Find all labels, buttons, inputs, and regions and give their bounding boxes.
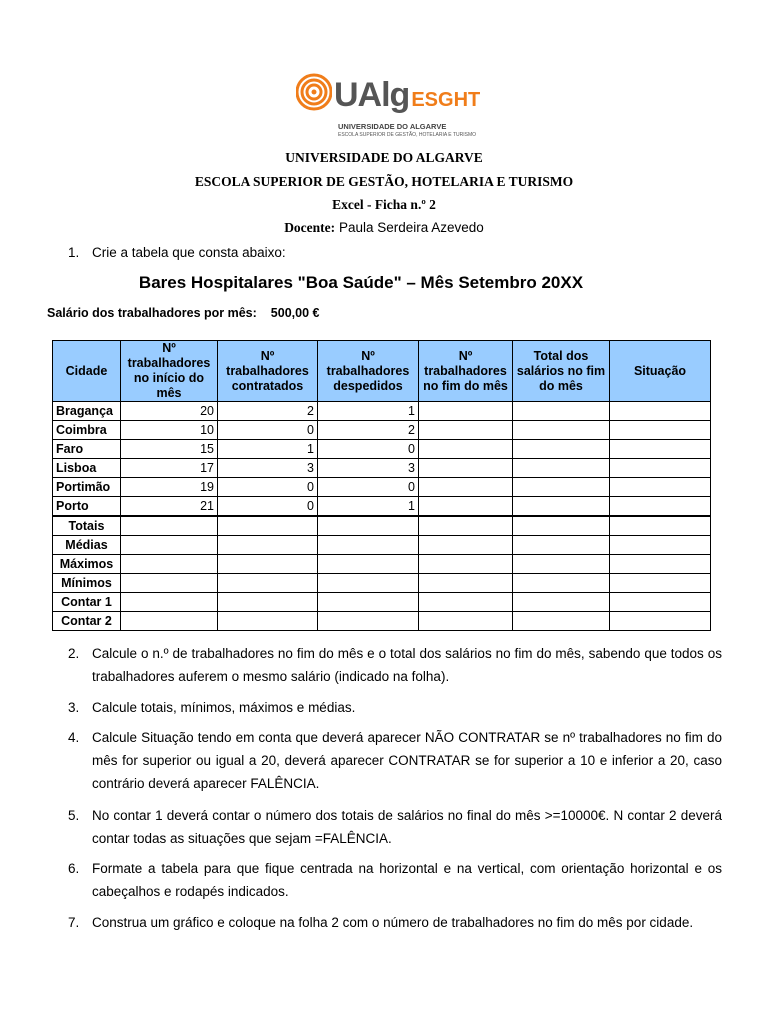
hired-cell: 0 <box>218 478 318 497</box>
empty-cell <box>419 497 513 517</box>
empty-cell <box>318 612 419 631</box>
fired-cell: 0 <box>318 478 419 497</box>
empty-cell <box>318 516 419 536</box>
table-row <box>53 421 711 440</box>
item-number: 6. <box>68 861 80 876</box>
empty-cell <box>218 612 318 631</box>
empty-cell <box>513 440 610 459</box>
city-cell: Porto <box>53 497 121 517</box>
summary-row <box>53 593 711 612</box>
hired-cell: 0 <box>218 497 318 517</box>
fired-cell: 0 <box>318 440 419 459</box>
summary-row <box>53 516 711 536</box>
salary-line <box>47 306 319 320</box>
salary-label: Salário dos trabalhadores por mês: <box>47 306 257 320</box>
empty-cell <box>218 516 318 536</box>
empty-cell <box>218 555 318 574</box>
empty-cell <box>218 536 318 555</box>
empty-cell <box>419 402 513 421</box>
empty-cell <box>513 516 610 536</box>
start-count-cell: 21 <box>121 497 218 517</box>
summary-label: Contar 2 <box>53 612 121 631</box>
logo-subtitle-university: UNIVERSIDADE DO ALGARVE <box>338 122 447 131</box>
empty-cell <box>121 536 218 555</box>
empty-cell <box>610 612 711 631</box>
empty-cell <box>610 402 711 421</box>
item-text: Calcule o n.º de trabalhadores no fim do mês e o total dos salários no fim do mês, sabendo que todos os trabalhadores auferem o mesmo salário (indicado na folha). <box>92 646 722 684</box>
start-count-cell: 17 <box>121 459 218 478</box>
logo-swirl-icon <box>296 70 332 114</box>
item-text: No contar 1 deverá contar o número dos totais de salários no final do mês >=10000€. N contar 2 deverá contar todas as situações que sejam =FALÊNCIA. <box>92 808 722 846</box>
header-situacao: Situação <box>610 341 711 402</box>
logo-wordmark <box>334 76 480 115</box>
empty-cell <box>419 516 513 536</box>
start-count-cell: 15 <box>121 440 218 459</box>
table-row <box>53 478 711 497</box>
empty-cell <box>121 516 218 536</box>
table-row <box>53 459 711 478</box>
empty-cell <box>610 555 711 574</box>
empty-cell <box>419 612 513 631</box>
teacher-name: Paula Serdeira Azevedo <box>338 220 484 235</box>
empty-cell <box>610 440 711 459</box>
summary-label: Contar 1 <box>53 593 121 612</box>
city-cell: Portimão <box>53 478 121 497</box>
empty-cell <box>610 574 711 593</box>
workers-table <box>52 340 711 631</box>
school-heading: ESCOLA SUPERIOR DE GESTÃO, HOTELARIA E TURISMO <box>194 174 574 189</box>
item-number: 1. <box>68 245 80 260</box>
empty-cell <box>121 555 218 574</box>
summary-label: Médias <box>53 536 121 555</box>
item-text: Calcule totais, mínimos, máximos e médias. <box>92 700 356 715</box>
fired-cell: 1 <box>318 402 419 421</box>
empty-cell <box>513 536 610 555</box>
empty-cell <box>610 536 711 555</box>
city-cell: Lisboa <box>53 459 121 478</box>
summary-label: Totais <box>53 516 121 536</box>
start-count-cell: 10 <box>121 421 218 440</box>
empty-cell <box>513 459 610 478</box>
table-row <box>53 402 711 421</box>
fired-cell: 1 <box>318 497 419 517</box>
hired-cell: 3 <box>218 459 318 478</box>
empty-cell <box>513 612 610 631</box>
city-cell: Faro <box>53 440 121 459</box>
teacher-label: Docente: <box>284 220 336 235</box>
empty-cell <box>419 421 513 440</box>
item-number: 4. <box>68 730 80 745</box>
empty-cell <box>419 478 513 497</box>
header-inicio: Nº trabalhadores no início do mês <box>121 341 218 402</box>
empty-cell <box>419 574 513 593</box>
empty-cell <box>318 555 419 574</box>
ualg-esght-logo <box>296 70 481 144</box>
summary-row <box>53 574 711 593</box>
item-number: 7. <box>68 915 80 930</box>
start-count-cell: 20 <box>121 402 218 421</box>
item-text: Crie a tabela que consta abaixo: <box>92 245 286 260</box>
empty-cell <box>419 536 513 555</box>
table-header-row <box>53 341 711 402</box>
hired-cell: 2 <box>218 402 318 421</box>
empty-cell <box>419 459 513 478</box>
table-title: Bares Hospitalares "Boa Saúde" – Mês Setembro 20XX <box>138 273 584 292</box>
teacher-line <box>0 220 768 236</box>
header-fim: Nº trabalhadores no fim do mês <box>419 341 513 402</box>
empty-cell <box>610 421 711 440</box>
city-cell: Bragança <box>53 402 121 421</box>
item-number: 3. <box>68 700 80 715</box>
header-contratados: Nº trabalhadores contratados <box>218 341 318 402</box>
summary-row <box>53 555 711 574</box>
summary-row <box>53 536 711 555</box>
header-despedidos: Nº trabalhadores despedidos <box>318 341 419 402</box>
summary-label: Mínimos <box>53 574 121 593</box>
item-text: Construa um gráfico e coloque na folha 2 com o número de trabalhadores no fim do mês por cidade. <box>92 915 694 930</box>
empty-cell <box>513 593 610 612</box>
empty-cell <box>610 478 711 497</box>
logo-subtitle-school: ESCOLA SUPERIOR DE GESTÃO, HOTELARIA E TURISMO <box>338 132 476 138</box>
hired-cell: 0 <box>218 421 318 440</box>
table-row <box>53 497 711 517</box>
summary-label: Máximos <box>53 555 121 574</box>
empty-cell <box>513 555 610 574</box>
salary-value: 500,00 € <box>270 306 320 320</box>
hired-cell: 1 <box>218 440 318 459</box>
empty-cell <box>218 574 318 593</box>
empty-cell <box>610 593 711 612</box>
summary-row <box>53 612 711 631</box>
fired-cell: 3 <box>318 459 419 478</box>
empty-cell <box>610 459 711 478</box>
start-count-cell: 19 <box>121 478 218 497</box>
header-total-salarios: Total dos salários no fim do mês <box>513 341 610 402</box>
logo-esght-text: ESGHT <box>411 89 481 111</box>
header-cidade: Cidade <box>53 341 121 402</box>
empty-cell <box>318 574 419 593</box>
empty-cell <box>513 478 610 497</box>
empty-cell <box>121 593 218 612</box>
empty-cell <box>419 593 513 612</box>
empty-cell <box>513 402 610 421</box>
item-number: 2. <box>68 646 80 661</box>
empty-cell <box>419 440 513 459</box>
empty-cell <box>318 536 419 555</box>
item-number: 5. <box>68 808 80 823</box>
empty-cell <box>218 593 318 612</box>
item-text: Calcule Situação tendo em conta que deverá aparecer NÃO CONTRATAR se nº trabalhadores no fim do mês for superior ou igual a 20, deverá aparecer CONTRATAR se for superior a 10 e inferior a 20, caso contrário deverá aparecer FALÊNCIA. <box>92 730 722 791</box>
fired-cell: 2 <box>318 421 419 440</box>
empty-cell <box>513 574 610 593</box>
university-heading: UNIVERSIDADE DO ALGARVE <box>285 150 483 165</box>
empty-cell <box>610 516 711 536</box>
empty-cell <box>318 593 419 612</box>
empty-cell <box>419 555 513 574</box>
item-text: Formate a tabela para que fique centrada na horizontal e na vertical, com orientação horizontal e os cabeçalhos e rodapés indicados. <box>92 861 722 899</box>
empty-cell <box>610 497 711 517</box>
table-row <box>53 440 711 459</box>
empty-cell <box>513 497 610 517</box>
empty-cell <box>121 574 218 593</box>
empty-cell <box>513 421 610 440</box>
city-cell: Coimbra <box>53 421 121 440</box>
logo-ualg-text: UAlg <box>334 76 410 114</box>
empty-cell <box>121 612 218 631</box>
sheet-heading: Excel - Ficha n.º 2 <box>332 197 436 212</box>
